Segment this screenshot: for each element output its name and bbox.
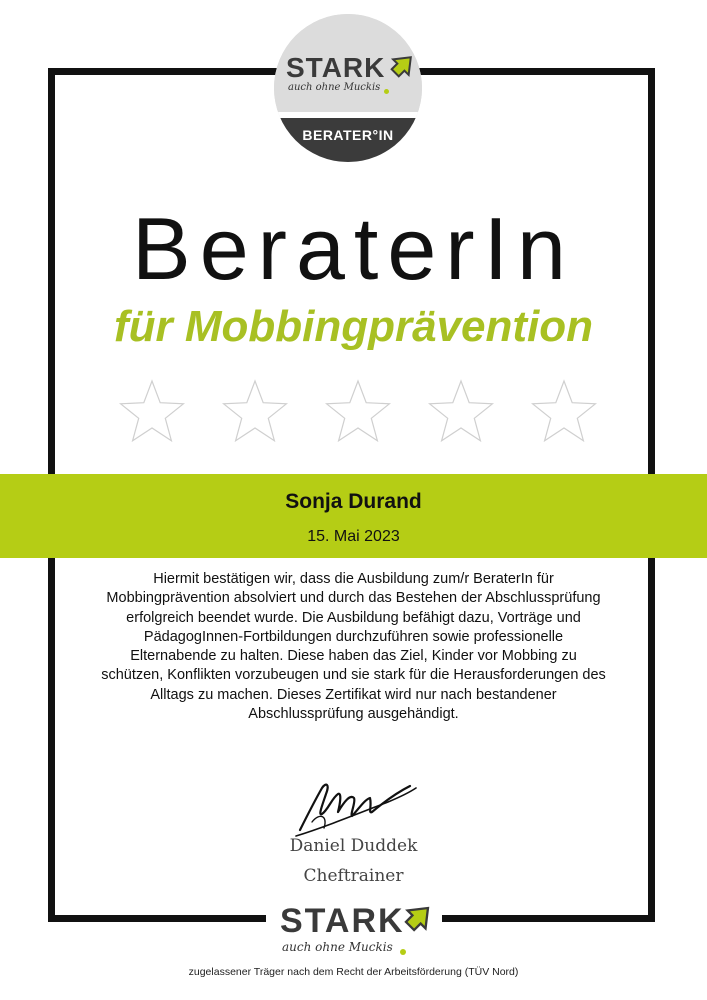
star-icon: [121, 381, 184, 441]
bottom-logo-dot: [400, 949, 406, 955]
badge-brand: STARK: [286, 52, 386, 83]
arrow-logo-icon: [404, 902, 434, 932]
star-icon: [430, 381, 493, 441]
certificate-title: BeraterIn: [132, 199, 575, 298]
signatory-name: Daniel Duddek: [289, 836, 418, 856]
berater-badge: [274, 14, 422, 162]
badge-logo-area: [274, 14, 422, 112]
badge-label: BERATER°IN: [274, 118, 422, 162]
footer-note: zugelassener Träger nach dem Recht der Arbeitsförderung (TÜV Nord): [188, 966, 519, 978]
badge-tagline-dot: [384, 89, 389, 94]
badge-tagline: auch ohne Muckis: [288, 82, 381, 93]
rating-stars: [0, 378, 707, 448]
certificate-subtitle: für Mobbingprävention: [113, 302, 594, 351]
recipient-name: Sonja Durand: [285, 490, 422, 513]
star-icon: [224, 381, 287, 441]
certificate-body: Hiermit bestätigen wir, dass die Ausbildung zum/r BeraterIn für Mobbingprävention absolviert und durch das Bestehen der Abschlussprüfung erfolgreich beendet wurde. Die Ausbildung befähigt dazu, Vorträge und PädagogInnen-Fortbildungen durchzuführen sowie professionelle Elternabende zu halten. Diese haben das Ziel, Kinder vor Mobbing zu schützen, Konflikten vorzubeugen und sie stark für die Herausforderungen des Alltags zu machen. Dieses Zertifikat wird nur nach bestandener Abschlussprüfung ausgehändigt.: [101, 571, 606, 723]
bottom-logo-brand: STARK: [280, 902, 405, 940]
certificate-date: 15. Mai 2023: [307, 528, 400, 545]
signatory-role: Cheftrainer: [303, 866, 404, 886]
bottom-logo-tagline: auch ohne Muckis: [282, 940, 393, 954]
handwritten-signature: [292, 772, 422, 842]
arrow-logo-icon: [390, 52, 416, 78]
star-icon: [533, 381, 596, 441]
star-icon: [327, 381, 390, 441]
bottom-logo: [266, 900, 442, 964]
